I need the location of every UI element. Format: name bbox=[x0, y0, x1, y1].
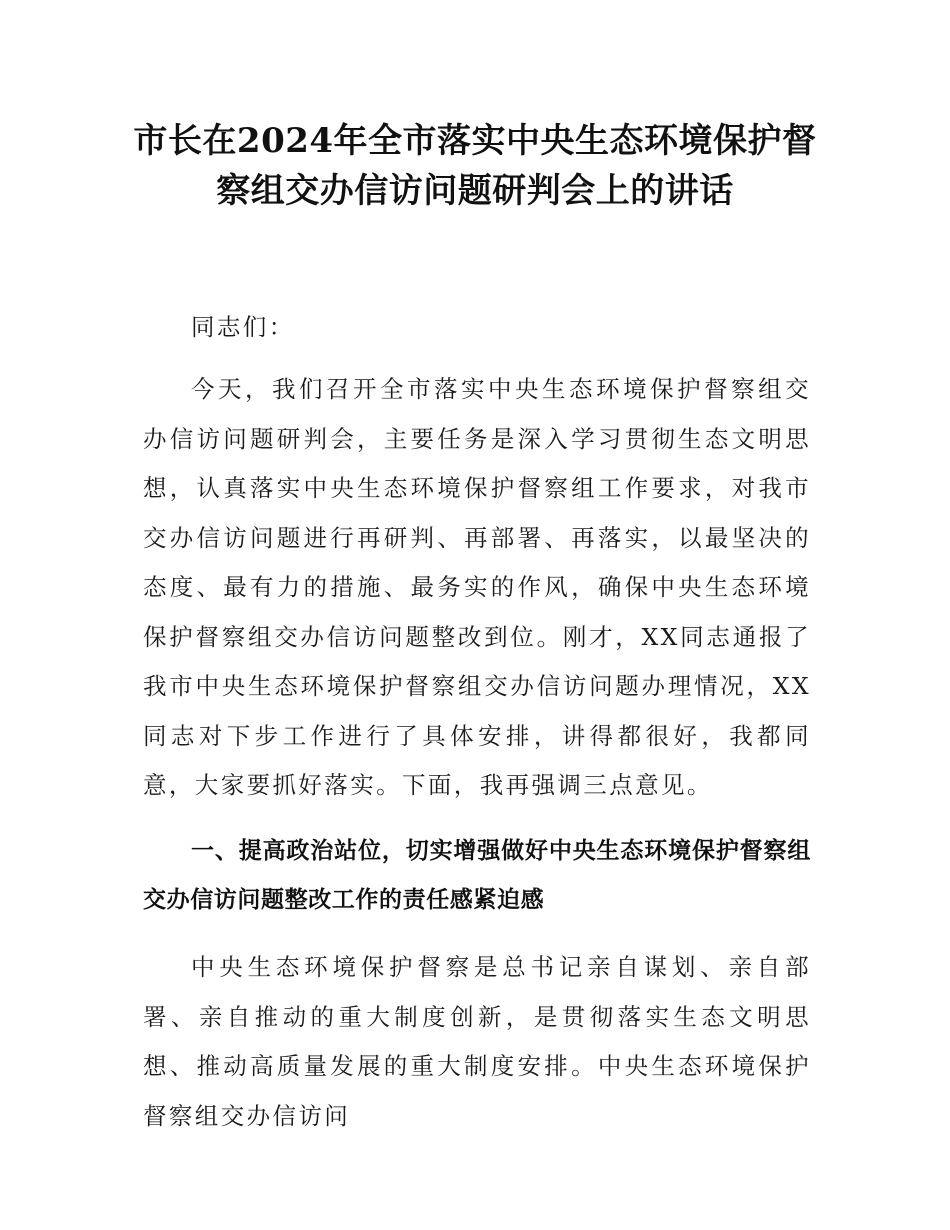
intro-paragraph: 今天，我们召开全市落实中央生态环境保护督察组交办信访问题研判会，主要任务是深入学习贯彻生态文明思想，认真落实中央生态环境保护督察组工作要求，对我市交办信访问题进行再研判、再部署、再落实，以最坚决的态度、最有力的措施、最务实的作风，确保中央生态环境保护督察组交办信访问题整改到位。刚才，XX同志通报了我市中央生态环境保护督察组交办信访问题办理情况，XX同志对下步工作进行了具体安排，讲得都很好，我都同意，大家要抓好落实。下面，我再强调三点意见。 bbox=[143, 375, 811, 799]
section-paragraph-1: 中央生态环境保护督察是总书记亲自谋划、亲自部署、亲自推动的重大制度创新，是贯彻落实生态文明思想、推动高质量发展的重大制度安排。中央生态环境保护督察组交办信访问 bbox=[143, 953, 811, 1130]
greeting: 同志们： bbox=[191, 313, 295, 341]
section-heading-1: 一、提高政治站位，切实增强做好中央生态环境保护督察组交办信访问题整改工作的责任感紧迫感 bbox=[143, 838, 811, 913]
document-title: 市长在2024年全市落实中央生态环境保护督察组交办信访问题研判会上的讲话 bbox=[133, 121, 817, 211]
